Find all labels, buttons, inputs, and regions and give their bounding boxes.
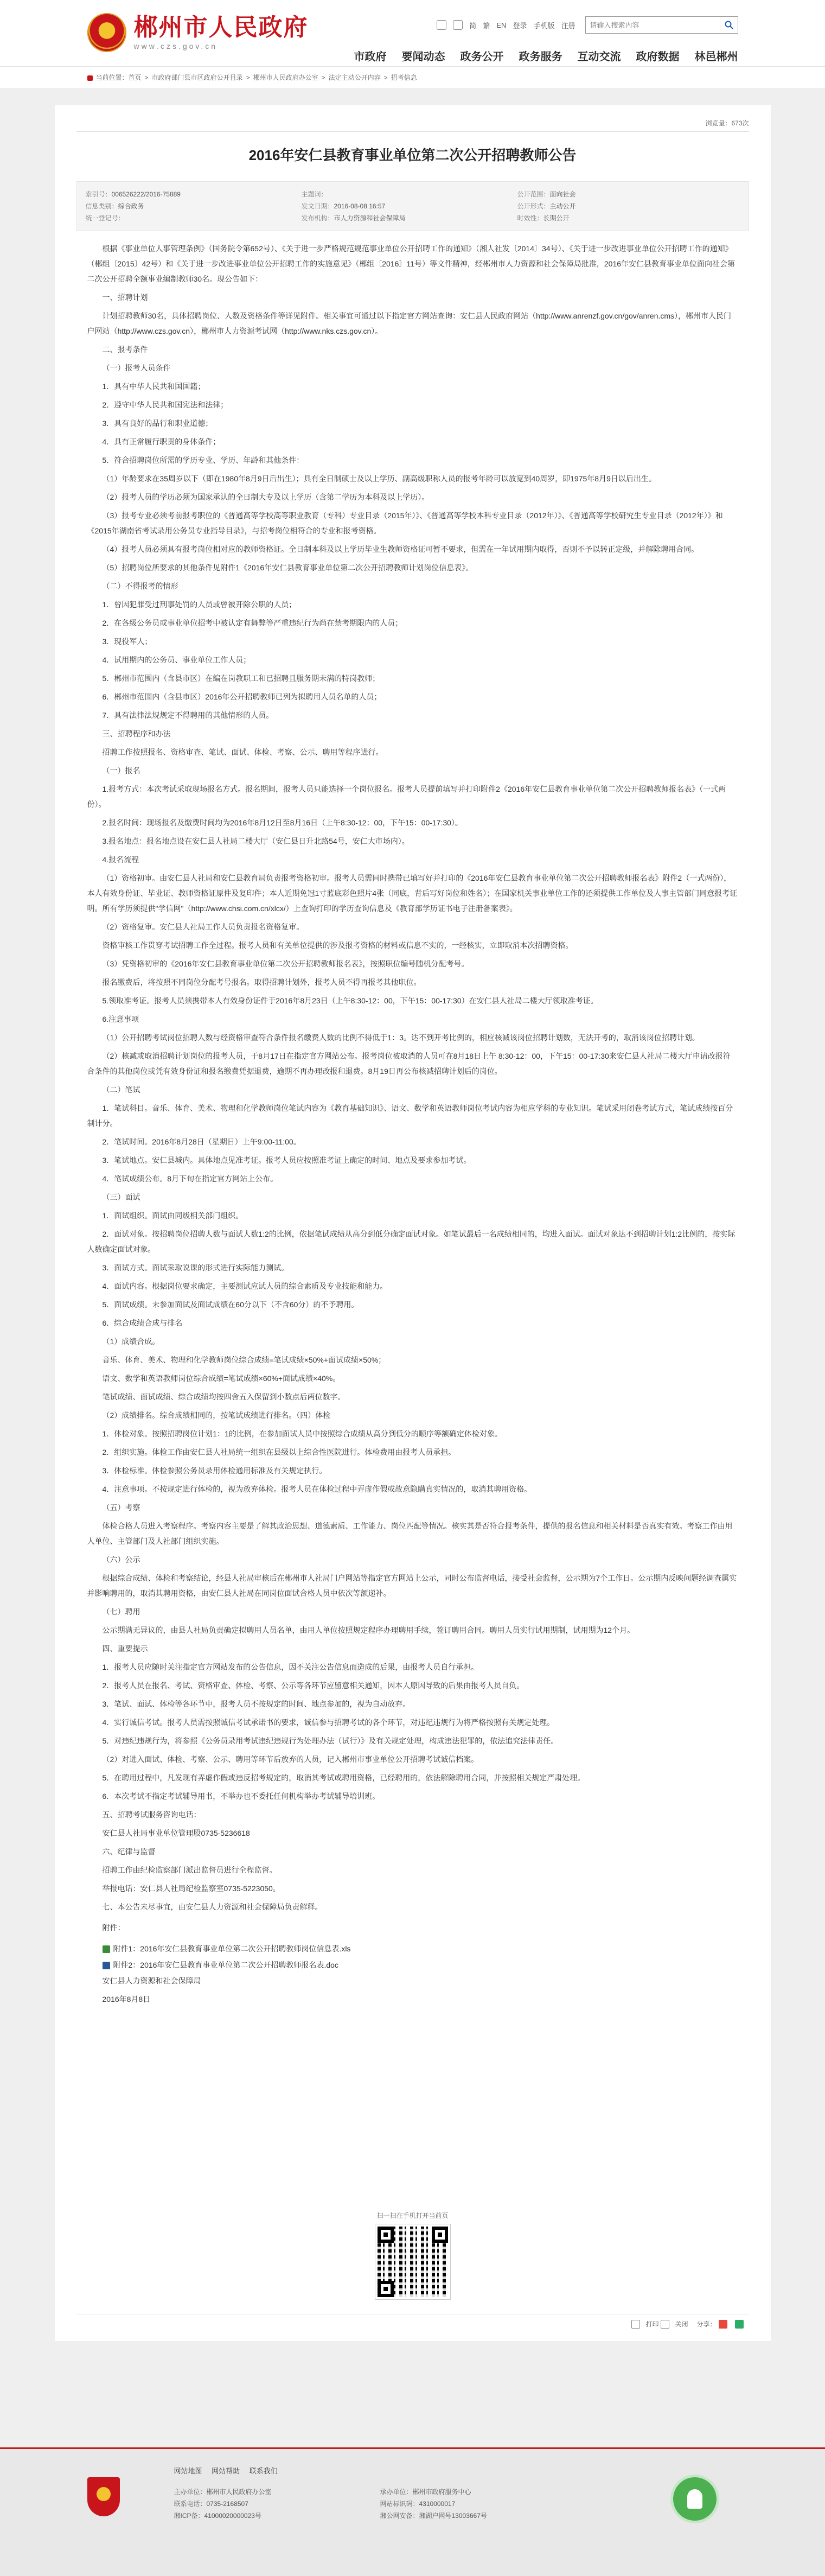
article-paragraph: 四、重要提示 bbox=[102, 1644, 148, 1653]
meta-label: 公开范围： bbox=[517, 190, 550, 198]
article-paragraph: 5.领取准考证。报考人员须携带本人有效身份证件于2016年8月23日（上午8:30-12：00，下午15：00-17:30）在安仁县人社局二楼大厅领取准考证。 bbox=[102, 996, 598, 1005]
article-paragraph: 4.报名流程 bbox=[102, 855, 139, 864]
attachments bbox=[103, 1941, 738, 1973]
article-container bbox=[55, 105, 771, 2341]
article-paragraph: （2）核减或取消招聘计划岗位的报考人员，于8月17日在指定官方网站公布。报考岗位被取消的人员可在8月18日上午 8:30-12：00，下午15：00-17:30来安仁县人社局二楼大厅申请改报符合条件的其他岗位或凭有效身份证和报名缴费凭据退费，逾期不再办理改报和退费。8月19日再公布核减招聘计划后的岗位。 bbox=[87, 1052, 731, 1076]
meta-period: 长期公开 bbox=[543, 214, 570, 222]
meta-label: 时效性： bbox=[517, 214, 543, 222]
article-paragraph: 根据《事业单位人事管理条例》（国务院令第652号）、《关于进一步严格规范规范事业单位公开招聘工作的通知》（湘人社发〔2014〕34号）、《关于进一步改进事业单位公开招聘工作的通知》（郴组〔2015〕42号）和《关于进一步改进事业单位公开招聘工作的实施意见》（郴组〔2016〕11号）等文件精神，经郴州市人力资源和社会保障局批准，2016年安仁县教育事业单位面向社会第二次公开招聘全额事业编制教师30名。现公告如下： bbox=[87, 244, 736, 283]
qr-title: 扫一扫在手机打开当前页 bbox=[376, 2212, 449, 2219]
article-paragraph: 七、本公告未尽事宜，由安仁县人力资源和社会保障局负责解释。 bbox=[102, 1903, 323, 1911]
meta-scope: 面向社会 bbox=[549, 190, 576, 198]
article-paragraph: 五、招聘考试服务咨询电话： bbox=[102, 1810, 201, 1819]
search-button[interactable] bbox=[720, 17, 738, 33]
breadcrumb-item[interactable]: 郴州市人民政府办公室 bbox=[253, 74, 318, 81]
qr-section bbox=[55, 2211, 771, 2299]
article-paragraph: （1）年龄要求在35周岁以下（即在1980年8月9日后出生）；具有全日制硕士及以上学历、副高级职称人员的报考年龄可以放宽到40周岁，即1975年8月9日以后出生。 bbox=[102, 474, 656, 483]
article-paragraph: 4．注意事项。不按规定进行体检的，视为放弃体检。报考人员在体检过程中弄虚作假或故意隐瞒真实情况的，取消其聘用资格。 bbox=[102, 1485, 532, 1493]
article-paragraph: （1）资格初审。由安仁县人社局和安仁县教育局负责报考资格初审。报考人员需同时携带已填写好并打印的《2016年安仁县教育事业单位第二次公开招聘教师报名表》附件2（一式两份），本人有效身份证、毕业证、教师资格证原件及复印件；本人近期免冠1寸蓝底彩色照片4张（同底，背后写好岗位和姓名）；在国家机关事业单位工作的还须提供工作单位及人事主管部门同意报考证明。所有学历须提供"学信网"（http://www.chsi.com.cn/xlcx/）上查询打印的学历查询信息及《教育部学历证书电子注册备案表》。 bbox=[87, 874, 738, 913]
article-paragraph: 3.报名地点：报名地点设在安仁县人社局二楼大厅（安仁县日升北路54号，安仁大市场内）。 bbox=[102, 837, 410, 845]
location-icon bbox=[87, 75, 93, 81]
article-paragraph: 3．体检标准。体检参照公务员录用体检通用标准及有关规定执行。 bbox=[102, 1466, 327, 1475]
article-paragraph: （2）资格复审。安仁县人社局工作人员负责报名资格复审。 bbox=[102, 923, 304, 931]
nav-data[interactable]: 政府数据 bbox=[636, 51, 680, 63]
article-paragraph: 3．笔试、面试、体检等各环节中，报考人员不按规定的时间、地点参加的，视为自动放弃。 bbox=[102, 1700, 411, 1708]
article-paragraph: （六）公示 bbox=[102, 1555, 140, 1564]
mobile-icon[interactable] bbox=[453, 20, 463, 30]
article-paragraph: 笔试成绩、面试成绩、综合成绩均按四舍五入保留到小数点后两位数字。 bbox=[102, 1392, 346, 1401]
article-paragraph: 2．组织实施。体检工作由安仁县人社局统一组织在县级以上综合性医院进行。体检费用由报考人员承担。 bbox=[102, 1448, 456, 1456]
nav-services[interactable]: 政务服务 bbox=[519, 51, 562, 63]
lang-traditional[interactable]: 繁 bbox=[483, 21, 490, 30]
article-paragraph: 5．在聘用过程中，凡发现有弄虚作假或违反招考规定的，取消其考试或聘用资格，已经聘用的，依法解除聘用合同，并按照相关规定严肃处理。 bbox=[102, 1773, 585, 1782]
meta-category: 综合政务 bbox=[118, 202, 144, 210]
article-paragraph: 3．面试方式。面试采取说课的形式进行实际能力测试。 bbox=[102, 1263, 289, 1272]
article-paragraph: 4．实行诚信考试。报考人员需按照诚信考试承诺书的要求，诚信参与招聘考试的各个环节，对违纪违规行为将严格按照有关规定处理。 bbox=[102, 1718, 555, 1727]
breadcrumb-item[interactable]: 首页 bbox=[128, 74, 142, 81]
meta-index: 006526222/2016-75889 bbox=[111, 190, 181, 198]
site-name: 郴州市人民政府 bbox=[133, 14, 309, 41]
meta-date: 2016-08-08 16:57 bbox=[334, 202, 386, 210]
article-paragraph: 6．本次考试不指定考试辅导用书，不举办也不委托任何机构举办考试辅导培训班。 bbox=[102, 1792, 380, 1801]
article-paragraph: 1．面试组织。面试由同级相关部门组织。 bbox=[102, 1211, 244, 1220]
article-paragraph: 4．面试内容。根据岗位要求确定，主要测试应试人员的综合素质及专业技能和能力。 bbox=[102, 1282, 388, 1290]
footer-link-contact[interactable]: 联系我们 bbox=[249, 2467, 278, 2475]
site-logo[interactable] bbox=[87, 13, 309, 52]
breadcrumb-item[interactable]: 法定主动公开内容 bbox=[328, 74, 381, 81]
national-emblem-icon bbox=[87, 13, 126, 52]
article-paragraph: 根据综合成绩、体检和考察结论，经县人社局审核后在郴州市人社局门户网站等指定官方网站上公示，同时公布监督电话，接受社会监督，公示期为7个工作日。公示期内反映问题经调查属实并影响聘用的，取消其聘用资格，由安仁县人社局在同岗位面试合格人员中依次等额递补。 bbox=[87, 1574, 737, 1598]
article-paragraph: 4．具有正常履行职责的身体条件； bbox=[102, 437, 221, 446]
article-paragraph: 资格审核工作贯穿考试招聘工作全过程。报考人员和有关单位提供的涉及报考资格的材料或信息不实的，一经核实，立即取消本次招聘资格。 bbox=[102, 941, 573, 950]
meta-label: 信息类别： bbox=[85, 202, 118, 210]
article-meta bbox=[76, 181, 749, 231]
breadcrumb-item[interactable]: 招考信息 bbox=[391, 74, 417, 81]
party-gov-badge-icon[interactable] bbox=[87, 2477, 120, 2516]
main-nav bbox=[339, 48, 738, 63]
attachment-link[interactable]: 附件1：2016年安仁县教育事业单位第二次公开招聘教师岗位信息表.xls bbox=[113, 1944, 351, 1953]
article-paragraph: 6．综合成绩合成与排名 bbox=[102, 1319, 183, 1327]
word-file-icon bbox=[103, 1962, 110, 1969]
nav-linyi-chenzhou[interactable]: 林邑郴州 bbox=[694, 51, 738, 63]
article-paragraph: （二）笔试 bbox=[102, 1085, 140, 1094]
top-tools bbox=[437, 16, 738, 34]
article-paragraph: 4．试用期内的公务员、事业单位工作人员； bbox=[102, 656, 251, 664]
article-paragraph: 5．对违纪违规行为，将参照《公务员录用考试违纪违规行为处理办法（试行）》及有关规定处理，构成违法犯罪的，依法追究法律责任。 bbox=[102, 1737, 559, 1745]
register-link[interactable]: 注册 bbox=[561, 21, 575, 30]
footer-phone: 联系电话：0735-2168507 bbox=[174, 2500, 248, 2508]
article-paragraph: 招聘工作由纪检监察部门派出监督员进行全程监督。 bbox=[102, 1866, 277, 1874]
article-paragraph: 2．面试对象。按招聘岗位招聘人数与面试人数1:2的比例，依据笔试成绩从高分到低分确定面试对象。如笔试最后一名成绩相同的，均进入面试。面试对象达不到招聘计划1:2比例的，按实际人数确定面试对象。 bbox=[87, 1230, 736, 1254]
breadcrumb-item[interactable]: 市政府部门县市区政府公开目录 bbox=[151, 74, 243, 81]
attachment-link[interactable]: 附件2：2016年安仁县教育事业单位第二次公开招聘教师报名表.doc bbox=[113, 1961, 338, 1969]
lang-english[interactable]: EN bbox=[496, 21, 507, 29]
close-icon[interactable] bbox=[661, 2320, 669, 2329]
article-paragraph: 公示期满无异议的，由县人社局负责确定拟聘用人员名单，由用人单位按照规定程序办理聘用手续，签订聘用合同。聘用人员实行试用期制，试用期为12个月。 bbox=[102, 1626, 635, 1634]
share-label: 分享： bbox=[696, 2320, 717, 2328]
article-paragraph: （2）报考人员的学历必须为国家承认的全日制大专及以上学历（含第二学历为本科及以上学历）。 bbox=[102, 493, 430, 501]
article-paragraph: 招聘工作按照报名、资格审查、笔试、面试、体检、考察、公示、聘用等程序进行。 bbox=[102, 748, 383, 756]
breadcrumb: 当前位置：首页 > 市政府部门县市区政府公开目录 > 郴州市人民政府办公室 > 法定主动公开内容 > 招考信息 bbox=[87, 67, 738, 88]
article-paragraph: 6.注意事项 bbox=[102, 1015, 139, 1023]
site-header bbox=[0, 0, 825, 66]
meta-label: 发文日期： bbox=[301, 202, 334, 210]
share-bar bbox=[629, 2319, 749, 2329]
login-link[interactable]: 登录 bbox=[513, 21, 527, 30]
meta-label: 主题词： bbox=[301, 190, 328, 198]
article-title: 2016年安仁县教育事业单位第二次公开招聘教师公告 bbox=[248, 147, 577, 163]
article-paragraph: 4．笔试成绩公布。8月下旬在指定官方网站上公布。 bbox=[102, 1174, 278, 1183]
footer-link-help[interactable]: 网站帮助 bbox=[212, 2467, 240, 2475]
meta-label: 公开形式： bbox=[517, 202, 550, 210]
article-paragraph: （4）报考人员必须具有报考岗位相对应的教师资格证。全日制本科及以上学历毕业生教师资格证可暂不要求，但需在一年试用期内取得，否则不予以转正定级，并解除聘用合同。 bbox=[102, 545, 699, 554]
attachments-label: 附件： bbox=[102, 1923, 125, 1932]
meta-label: 索引号： bbox=[85, 190, 112, 198]
article-paragraph: 计划招聘教师30名，具体招聘岗位、人数及资格条件等详见附件。相关事宜可通过以下指定官方网站查询：安仁县人民政府网站（http://www.anrenzf.gov.cn/gov/anren.cms），郴州市人民门户网站（http://www.czs.gov.cn），郴州市人力资源考试网（http://www.nks.czs.gov.cn）。 bbox=[87, 311, 732, 335]
article-paragraph: （一）报考人员条件 bbox=[102, 364, 171, 372]
article-paragraphs bbox=[87, 241, 738, 1914]
weibo-icon[interactable] bbox=[719, 2320, 727, 2329]
search-icon bbox=[725, 21, 733, 29]
article-paragraph: 三、招聘程序和办法 bbox=[102, 729, 171, 738]
site-url: www.czs.gov.cn bbox=[133, 42, 218, 50]
footer-site-code: 网站标识码：4310000017 bbox=[380, 2500, 456, 2508]
footer-sponsor: 主办单位：郴州市人民政府办公室 bbox=[174, 2488, 272, 2496]
divider bbox=[76, 131, 749, 132]
nav-government[interactable]: 市政府 bbox=[354, 51, 387, 63]
article-paragraph: 体检合格人员进入考察程序。考察内容主要是了解其政治思想、道德素质、工作能力、岗位匹配等情况。核实其是否符合报考条件，提供的报名信息和相关材料是否真实有效。考察工作由用人单位、主管部门及人社部门组织实施。 bbox=[87, 1522, 733, 1545]
footer-links bbox=[174, 2465, 285, 2476]
article-paragraph: 3．现役军人； bbox=[102, 637, 152, 646]
nav-open-government[interactable]: 政务公开 bbox=[460, 51, 504, 63]
visit-count: 浏览量：673次 bbox=[705, 119, 749, 127]
article-paragraph: 1.报考方式：本次考试采取现场报名方式。报名期间，报考人员只能选择一个岗位报名。报考人员提前填写并打印附件2《2016年安仁县教育事业单位第二次公开招聘教师报名表》（一式两份）。 bbox=[87, 785, 726, 809]
article-paragraph: （3）凭资格初审的《2016年安仁县教育事业单位第二次公开招聘教师报名表》，按照职位编号随机分配考号。 bbox=[102, 959, 469, 968]
article-paragraph: （一）报名 bbox=[102, 766, 140, 775]
article-paragraph: 2．报考人员在报名、考试、资格审查、体检、考察、公示等各环节应留意相关通知，因本人原因导致的后果由报考人员自负。 bbox=[102, 1681, 525, 1690]
signature-org: 安仁县人力资源和社会保障局 bbox=[102, 1976, 201, 1985]
footer-icp: 湘ICP备：41000020000023号 bbox=[174, 2512, 261, 2520]
footer-police-record: 湘公网安备：湘湖户网号13003667号 bbox=[380, 2512, 487, 2520]
meta-org: 市人力资源和社会保障局 bbox=[334, 214, 406, 222]
print-icon[interactable] bbox=[631, 2320, 640, 2329]
article-paragraph: 音乐、体育、美术、物理和化学教师岗位综合成绩=笔试成绩×50%+面试成绩×50%； bbox=[102, 1356, 386, 1364]
article-body bbox=[87, 241, 738, 2010]
article-paragraph: 5．面试成绩。未参加面试及面试成绩在60分以下（不含60分）的不予聘用。 bbox=[102, 1300, 359, 1309]
article-paragraph: （三）面试 bbox=[102, 1193, 140, 1201]
print-button[interactable]: 打印 bbox=[645, 2320, 659, 2328]
footer-operator: 承办单位：郴州市政府服务中心 bbox=[380, 2488, 471, 2496]
article-paragraph: （七）聘用 bbox=[102, 1607, 140, 1616]
article-paragraph: （1）成绩合成。 bbox=[102, 1337, 160, 1346]
article-paragraph: 3．笔试地点。安仁县城内。具体地点见准考证。报考人员应按照准考证上确定的时间、地点及要求参加考试。 bbox=[102, 1156, 471, 1165]
meta-form: 主动公开 bbox=[549, 202, 576, 210]
footer-info bbox=[174, 2486, 586, 2522]
accessibility-badge-icon[interactable] bbox=[673, 2477, 717, 2521]
signature-date: 2016年8月8日 bbox=[102, 1995, 151, 2003]
breadcrumb-bar bbox=[0, 66, 825, 89]
article-paragraph: 7．具有法律法规规定不得聘用的其他情形的人员。 bbox=[102, 711, 274, 720]
article-paragraph: 一、招聘计划 bbox=[102, 293, 148, 302]
article-paragraph: （2）对进入面试、体检、考察、公示、聘用等环节后放弃的人员，记入郴州市事业单位公开招聘考试诚信档案。 bbox=[102, 1755, 479, 1764]
meta-label: 统一登记号： bbox=[85, 214, 125, 222]
accessibility-icon[interactable] bbox=[437, 20, 446, 30]
article-paragraph: 1．具有中华人民共和国国籍； bbox=[102, 382, 206, 391]
article-paragraph: （1）公开招聘考试岗位招聘人数与经资格审查符合条件报名缴费人数的比例不得低于1：3。达不到开考比例的，相应核减该岗位招聘计划数，无法开考的，取消该岗位招聘计划。 bbox=[102, 1033, 700, 1042]
qr-code bbox=[375, 2224, 450, 2299]
excel-file-icon bbox=[103, 1945, 110, 1953]
breadcrumb-label: 当前位置： bbox=[95, 74, 129, 81]
article-paragraph: 二、报考条件 bbox=[102, 345, 148, 354]
article-paragraph: 安仁县人社局事业单位管理股0735-5236618 bbox=[102, 1829, 250, 1837]
article-paragraph: 1．笔试科目。音乐、体育、美术、物理和化学教师岗位笔试内容为《教育基础知识》、语文、数学和英语教师岗位考试内容为相应学科的专业知识。笔试采用闭卷考试方式，笔试成绩按百分制计分。 bbox=[87, 1104, 733, 1128]
meta-label: 发布机构： bbox=[301, 214, 334, 222]
article-paragraph: （二）不得报考的情形 bbox=[102, 582, 178, 590]
article-paragraph: 报名缴费后，将按照不同岗位分配考号报名。取得招聘计划外，报考人员不得再报考其他职位。 bbox=[102, 978, 421, 987]
footer-link-sitemap[interactable]: 网站地图 bbox=[174, 2467, 202, 2475]
nav-news[interactable]: 要闻动态 bbox=[401, 51, 445, 63]
article-paragraph: 2．在各级公务员或事业单位招考中被认定有舞弊等严重违纪行为尚在禁考期限内的人员； bbox=[102, 619, 403, 627]
article-paragraph: （五）考察 bbox=[102, 1503, 140, 1512]
mobile-version-link[interactable]: 手机版 bbox=[533, 21, 555, 30]
article-paragraph: 2．遵守中华人民共和国宪法和法律； bbox=[102, 400, 228, 409]
article-paragraph: 六、纪律与监督 bbox=[102, 1847, 156, 1856]
nav-interaction[interactable]: 互动交流 bbox=[577, 51, 621, 63]
site-footer bbox=[0, 2447, 825, 2576]
article-paragraph: 5．符合招聘岗位所需的学历专业、学历、年龄和其他条件： bbox=[102, 456, 304, 465]
article-paragraph: 5．郴州市范围内（含县市区）在编在岗教职工和已招聘且服务期未满的特岗教师； bbox=[102, 674, 380, 683]
article-paragraph: 1．曾因犯罪受过刑事处罚的人员或曾被开除公职的人员； bbox=[102, 600, 297, 609]
article-paragraph: 举报电话：安仁县人社局纪检监察室0735-5223050。 bbox=[102, 1884, 280, 1893]
lang-simplified[interactable]: 简 bbox=[469, 21, 477, 30]
close-button[interactable]: 关闭 bbox=[675, 2320, 688, 2328]
article-paragraph: 语文、数学和英语教师岗位综合成绩=笔试成绩×60%+面试成绩×40%。 bbox=[102, 1374, 341, 1383]
article-paragraph: （5）招聘岗位所要求的其他条件见附件1《2016年安仁县教育事业单位第二次公开招聘教师计划岗位信息表》。 bbox=[102, 563, 474, 572]
article-paragraph: 3．具有良好的品行和职业道德； bbox=[102, 419, 213, 428]
article-paragraph: （2）成绩排名。综合成绩相同的，按笔试成绩进行排名。（四）体检 bbox=[102, 1411, 331, 1420]
article-paragraph: 6．郴州市范围内（含县市区）2016年公开招聘教师已列为拟聘用人员名单的人员； bbox=[102, 692, 382, 701]
article-paragraph: 1．体检对象。按照招聘岗位计划1：1的比例，在参加面试人员中按照综合成绩从高分到低分的顺序等额确定体检对象。 bbox=[102, 1429, 502, 1438]
article-paragraph: 2．笔试时间。2016年8月28日（星期日）上午9:00-11:00。 bbox=[102, 1137, 301, 1146]
search-box bbox=[585, 16, 738, 34]
article-paragraph: 2.报名时间：现场报名及缴费时间均为2016年8月12日至8月16日（上午8:30-12：00，下午15：00-17:30）。 bbox=[102, 818, 463, 827]
article-paragraph: 1．报考人员应随时关注指定官方网站发布的公告信息，因不关注公告信息而造成的后果，由报考人员自行承担。 bbox=[102, 1663, 479, 1671]
search-input[interactable] bbox=[586, 17, 720, 33]
wechat-icon[interactable] bbox=[735, 2320, 744, 2329]
article-paragraph: （3）报考专业必须考前报考职位的《普通高等学校高等职业教育（专科）专业目录（2015年）》、《普通高等学校本科专业目录（2012年）》、《普通高等学校研究生专业目录（2012年）》和《2015年湖南省考试录用公务员专业指导目录》，与招考岗位相符合的专业和报考资格。 bbox=[87, 511, 723, 535]
